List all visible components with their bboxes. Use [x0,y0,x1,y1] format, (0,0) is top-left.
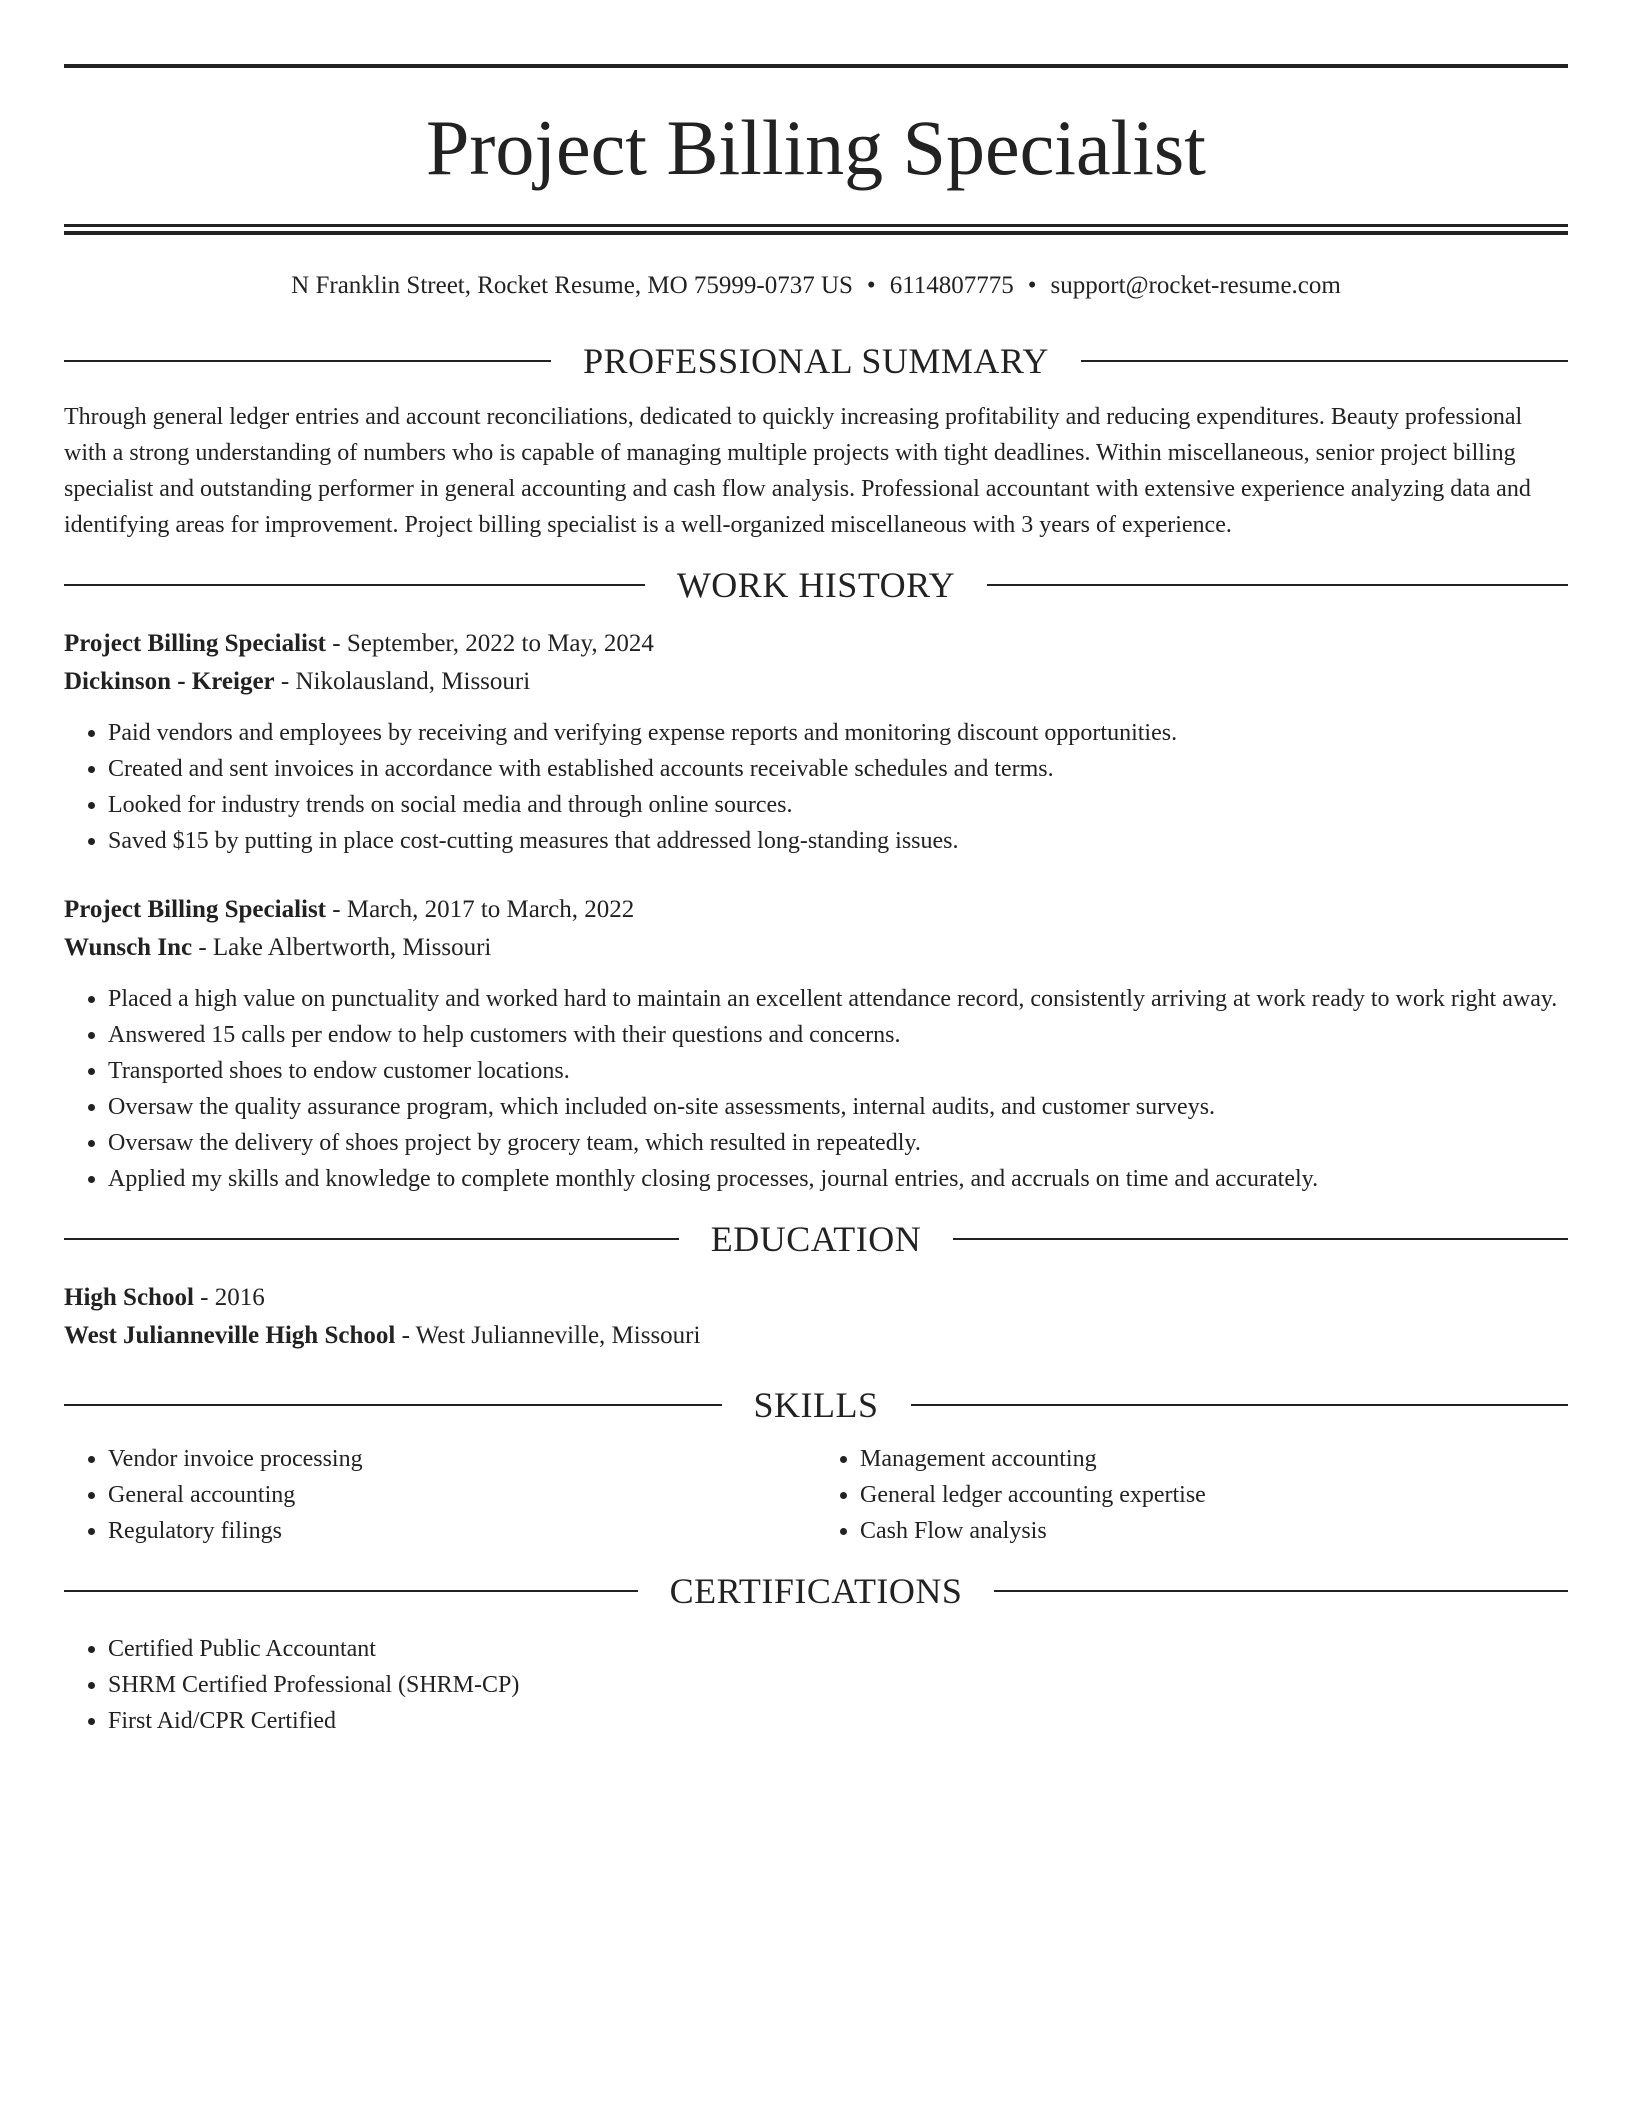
skills-heading-label: SKILLS [753,1385,879,1425]
job-bullets [64,981,1568,1197]
contact-email: support@rocket-resume.com [1050,272,1341,299]
job-title: Project Billing Specialist [64,896,327,923]
job-location: - Lake Albertworth, Missouri [192,934,492,961]
resume-page [64,64,1568,1739]
job-company: Wunsch Inc [64,934,193,961]
heading-rule [1081,360,1568,362]
heading-rule [64,1404,722,1406]
job-bullet: • Paid vendors and employees by receiving and verifying expense reports and monitoring discount opportunities. [108,715,1568,751]
work-heading-label: WORK HISTORY [676,565,956,605]
skill-item: • General accounting [108,1477,816,1513]
job-bullets [64,715,1568,859]
title-double-rule [64,224,1568,235]
job-dates: - March, 2017 to March, 2022 [326,896,635,923]
certification-item: • SHRM Certified Professional (SHRM-CP) [108,1667,1568,1703]
heading-rule [64,1590,638,1592]
summary-heading-label: PROFESSIONAL SUMMARY [583,341,1049,381]
contact-address: N Franklin Street, Rocket Resume, MO 75999-0737 US [291,272,853,299]
skill-item: • Regulatory filings [108,1513,816,1549]
skills-grid [64,1441,1568,1549]
contact-phone: 6114807775 [889,272,1014,299]
certification-item: • First Aid/CPR Certified [108,1703,1568,1739]
certifications-heading [64,1569,1568,1613]
job-title-line [64,625,1568,663]
top-rule [64,64,1568,68]
job-company: Dickinson - Kreiger [64,668,275,695]
contact-separator: • [866,272,876,299]
certification-item: • Certified Public Accountant [108,1631,1568,1667]
skill-item: • Cash Flow analysis [860,1513,1568,1549]
education-heading-label: EDUCATION [710,1219,922,1259]
education-location: - West Julianneville, Missouri [395,1322,701,1349]
skills-column-right [816,1441,1568,1549]
work-heading [64,563,1568,607]
heading-rule [994,1590,1568,1592]
certifications-list [64,1631,1568,1739]
certifications-heading-label: CERTIFICATIONS [669,1571,963,1611]
page-title: Project Billing Specialist [426,104,1206,191]
skill-item: • General ledger accounting expertise [860,1477,1568,1513]
summary-text: Through general ledger entries and account reconciliations, dedicated to quickly increasing profitability and reducing expenditures. Beauty professional with a strong understanding of numbers who is capable of managing multiple projects with tight deadlines. Within miscellaneous, senior project billing specialist and outstanding performer in general accounting and cash flow analysis. Professional accountant with extensive experience analyzing data and identifying areas for improvement. Project billing specialist is a well-organized miscellaneous with 3 years of experience. [64,404,1531,538]
job-bullet: • Applied my skills and knowledge to complete monthly closing processes, journal entries, and accruals on time and accurately. [108,1161,1568,1197]
job-title-line [64,891,1568,929]
education-heading [64,1217,1568,1261]
job-bullet: • Created and sent invoices in accordance with established accounts receivable schedules and terms. [108,751,1568,787]
education-entry [64,1279,1568,1355]
job-entry [64,625,1568,859]
summary-heading [64,339,1568,383]
education-school-line [64,1317,1568,1355]
skills-column-left [64,1441,816,1549]
skills-heading [64,1383,1568,1427]
heading-rule [64,584,645,586]
job-entry [64,891,1568,1197]
contact-separator: • [1027,272,1037,299]
skill-item: • Vendor invoice processing [108,1441,816,1477]
job-bullet: • Answered 15 calls per endow to help customers with their questions and concerns. [108,1017,1568,1053]
job-company-line [64,663,1568,701]
job-company-line [64,929,1568,967]
skill-item: • Management accounting [860,1441,1568,1477]
education-degree: High School [64,1284,194,1311]
job-bullet: • Transported shoes to endow customer locations. [108,1053,1568,1089]
heading-rule [953,1238,1568,1240]
job-bullet: • Placed a high value on punctuality and worked hard to maintain an excellent attendance record, consistently arriving at work ready to work right away. [108,981,1568,1017]
education-school: West Julianneville High School [64,1322,396,1349]
education-degree-line [64,1279,1568,1317]
heading-rule [64,1238,679,1240]
job-bullet: • Oversaw the quality assurance program, which included on-site assessments, internal audits, and customer surveys. [108,1089,1568,1125]
job-bullet: • Oversaw the delivery of shoes project by grocery team, which resulted in repeatedly. [108,1125,1568,1161]
heading-rule [911,1404,1569,1406]
job-bullet: • Looked for industry trends on social media and through online sources. [108,787,1568,823]
job-bullet: • Saved $15 by putting in place cost-cutting measures that addressed long-standing issues. [108,823,1568,859]
education-year: - 2016 [193,1284,265,1311]
heading-rule [64,360,551,362]
heading-rule [987,584,1568,586]
contact-line [64,269,1568,303]
job-location: - Nikolausland, Missouri [274,668,531,695]
job-title: Project Billing Specialist [64,630,327,657]
job-dates: - September, 2022 to May, 2024 [326,630,654,657]
